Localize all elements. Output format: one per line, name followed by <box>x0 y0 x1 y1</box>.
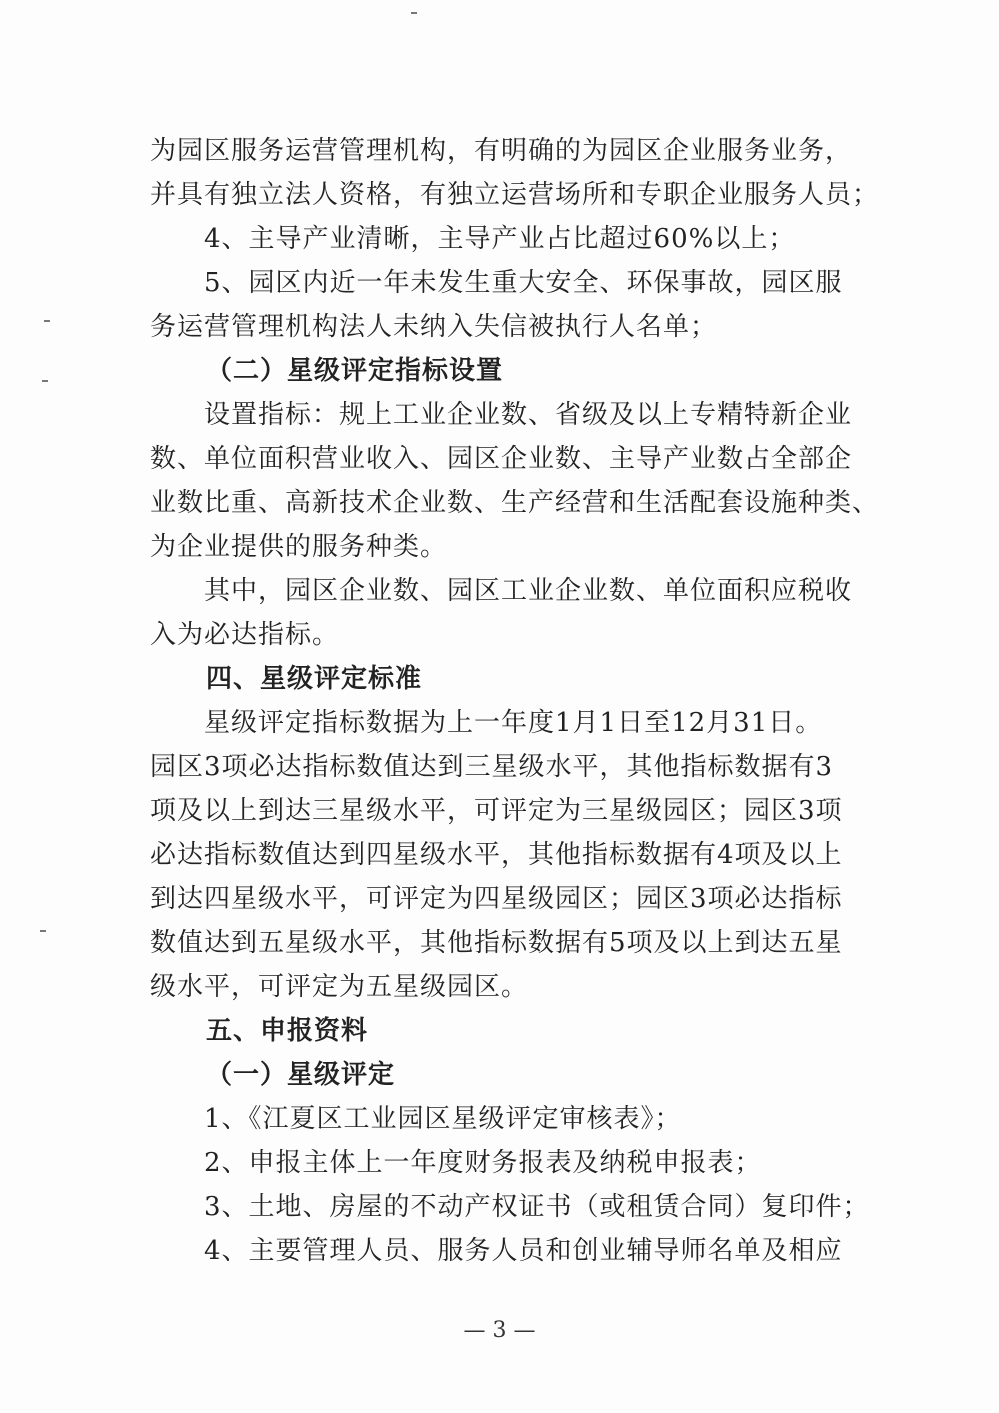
list-item-5: 5、园区内近一年未发生重大安全、环保事故，园区服 <box>204 268 843 298</box>
scan-speck <box>44 320 50 322</box>
paragraph-standard-5: 到达四星级水平，可评定为四星级园区；园区3项必达指标 <box>150 884 843 914</box>
paragraph-standard-7: 级水平，可评定为五星级园区。 <box>150 972 529 1002</box>
list-item-materials-4: 4、主要管理人员、服务人员和创业辅导师名单及相应 <box>204 1236 843 1266</box>
paragraph-line-2: 并具有独立法人资格，有独立运营场所和专职企业服务人员； <box>150 180 880 210</box>
paragraph-indicators-4: 为企业提供的服务种类。 <box>150 532 448 562</box>
paragraph-standard-1: 星级评定指标数据为上一年度1月1日至12月31日。 <box>204 708 823 738</box>
paragraph-required-2: 入为必达指标。 <box>150 620 340 650</box>
paragraph-standard-4: 必达指标数值达到四星级水平，其他指标数据有4项及以上 <box>150 840 843 870</box>
list-item-4: 4、主导产业清晰，主导产业占比超过60%以上； <box>204 224 796 254</box>
section-heading-application-materials: 五、申报资料 <box>206 1016 369 1046</box>
paragraph-indicators-1: 设置指标：规上工业企业数、省级及以上专精特新企业 <box>204 400 853 430</box>
paragraph-standard-3: 项及以上到达三星级水平，可评定为三星级园区；园区3项 <box>150 796 843 826</box>
scan-speck <box>40 930 46 932</box>
scan-speck <box>411 12 417 14</box>
section-heading-star-indicators: （二）星级评定指标设置 <box>206 356 504 386</box>
paragraph-required-1: 其中，园区企业数、园区工业企业数、单位面积应税收 <box>204 576 853 606</box>
page-number: — 3 — <box>463 1318 536 1343</box>
list-item-5-cont: 务运营管理机构法人未纳入失信被执行人名单； <box>150 312 718 342</box>
paragraph-standard-2: 园区3项必达指标数值达到三星级水平，其他指标数据有3 <box>150 752 834 782</box>
scan-speck <box>42 380 48 382</box>
paragraph-standard-6: 数值达到五星级水平，其他指标数据有5项及以上到达五星 <box>150 928 843 958</box>
list-item-materials-1: 1、《江夏区工业园区星级评定审核表》； <box>204 1104 682 1134</box>
paragraph-indicators-3: 业数比重、高新技术企业数、生产经营和生活配套设施种类、 <box>150 488 880 518</box>
section-heading-star-rating: （一）星级评定 <box>206 1060 396 1090</box>
paragraph-indicators-2: 数、单位面积营业收入、园区企业数、主导产业数占全部企 <box>150 444 853 474</box>
paragraph-line-1: 为园区服务运营管理机构，有明确的为园区企业服务业务， <box>150 136 853 166</box>
list-item-materials-2: 2、申报主体上一年度财务报表及纳税申报表； <box>204 1148 762 1178</box>
section-heading-rating-standard: 四、星级评定标准 <box>206 664 423 694</box>
list-item-materials-3: 3、土地、房屋的不动产权证书（或租赁合同）复印件； <box>204 1192 870 1222</box>
